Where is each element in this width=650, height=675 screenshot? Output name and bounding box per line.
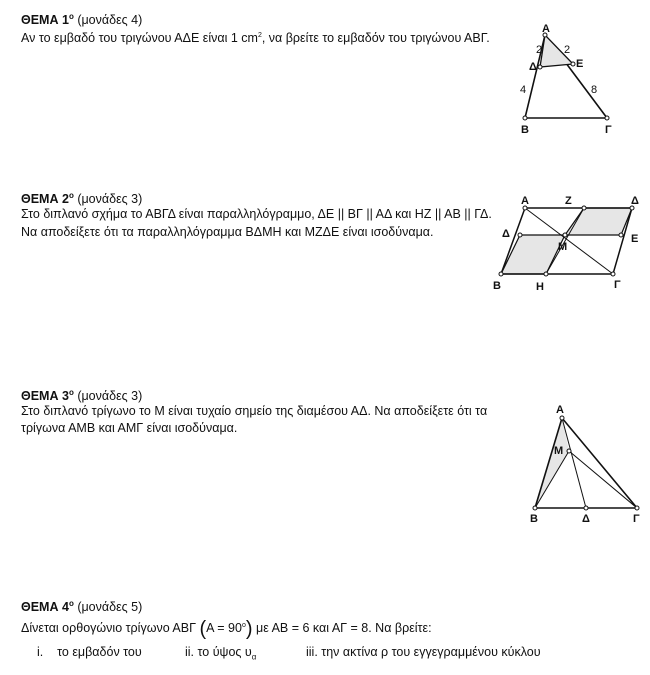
q3-label-g: Γ (633, 513, 640, 525)
q1-label-e: Ε (576, 58, 584, 70)
q4-item-i (37, 645, 142, 659)
q3-title: ΘΕΜΑ 3 (21, 389, 69, 404)
q2-figure (488, 190, 648, 295)
q4-text-a: Δίνεται ορθογώνιο τρίγωνο ΑΒΓ (21, 621, 196, 636)
q3-line1: Στο διπλανό τρίγωνο το Μ είναι τυχαίο σημείο της διαμέσου ΑΔ. Να αποδείξετε ότι τα (21, 404, 488, 418)
q1-label-b: Β (521, 124, 529, 136)
q2-label-m: Μ (558, 241, 568, 253)
q4-item-iii (306, 645, 541, 659)
q4-item-iii-text: την ακτίνα ρ του εγγεγραμμένου κύκλου (321, 645, 541, 659)
q2-label-g: Γ (614, 279, 621, 291)
q4-item-i-num: i. (37, 645, 44, 659)
q2-degree: ο (68, 191, 74, 200)
q4-item-ii-text: το ύψος υ (197, 645, 252, 659)
q4-heading (21, 599, 142, 614)
q2-line2: Να αποδείξετε ότι τα παραλληλόγραμμα ΒΔΜΗ και ΜΖΔΕ είναι ισοδύναμα. (21, 225, 434, 239)
q2-line1: Στο διπλανό σχήμα το ΑΒΓΔ είναι παραλληλόγραμμο, ΔΕ || ΒΓ || ΑΔ και ΗΖ || ΑΒ || ΓΔ. (21, 207, 492, 221)
q1-degree: ο (68, 12, 74, 21)
q4-item-ii-sub: α (251, 652, 257, 662)
q4-degree: ο (68, 599, 74, 608)
q3-line2: τρίγωνα ΑΜΒ και ΑΜΓ είναι ισοδύναμα. (21, 421, 238, 435)
q2-marks: (μονάδες 3) (77, 192, 143, 207)
q4-marks: (μονάδες 5) (77, 600, 143, 615)
q1-title: ΘΕΜΑ 1 (21, 13, 69, 28)
q1-len-db: 4 (520, 84, 527, 96)
q3-label-a: Α (556, 404, 564, 416)
q3-degree: ο (68, 388, 74, 397)
q1-text-a: Αν το εμβαδό του τριγώνου ΑΔΕ είναι 1 cm (21, 31, 258, 46)
q2-label-b: Β (493, 280, 501, 292)
q2-title: ΘΕΜΑ 2 (21, 192, 69, 207)
q4-angle: A = 90 (206, 621, 242, 636)
q4-angle-deg: ο (241, 622, 246, 629)
q4-text: Δίνεται ορθογώνιο τρίγωνο ΑΒΓ $(A = 90^o)$ με ΑΒ = 6 και ΑΓ = 8. Να βρείτε: (21, 618, 432, 641)
q1-label-a: Α (542, 23, 550, 35)
q4-item-iii-num: iii. (306, 645, 318, 659)
q3-heading (21, 388, 142, 403)
q3-label-d: Δ (582, 513, 590, 525)
q3-figure (520, 398, 650, 528)
q1-len-ad: 2 (536, 44, 543, 56)
q2-label-a: Α (521, 195, 529, 207)
q3-label-m: Μ (554, 445, 564, 457)
q1-label-d: Δ (529, 61, 537, 73)
q2-label-h: Η (536, 281, 544, 293)
q1-label-g: Γ (605, 124, 612, 136)
q1-text-b: , να βρείτε το εμβαδόν του τριγώνου ΑΒΓ. (261, 31, 490, 46)
q2-heading (21, 191, 142, 206)
q2-label-d-top: Δ (631, 195, 639, 207)
q4-item-ii (185, 645, 256, 662)
q4-item-i-text: το εμβαδόν του (57, 645, 142, 659)
triangle-amb (535, 418, 569, 508)
parallelogram-mzde (565, 208, 632, 235)
q4-text-b: με ΑΒ = 6 και ΑΓ = 8. Να βρείτε: (256, 621, 432, 636)
parallelogram-bdmh (501, 235, 568, 274)
q2-label-e: Ε (631, 233, 639, 245)
q4-title: ΘΕΜΑ 4 (21, 600, 69, 615)
q1-len-ae: 2 (564, 44, 571, 56)
q2-label-z: Ζ (565, 195, 572, 207)
q1-text-sup: 2 (257, 32, 262, 39)
q2-label-d-left: Δ (502, 228, 510, 240)
q1-marks: (μονάδες 4) (77, 13, 143, 28)
q3-marks: (μονάδες 3) (77, 389, 143, 404)
q1-len-eg: 8 (591, 84, 598, 96)
q1-figure (500, 15, 630, 140)
q1-heading (21, 12, 142, 27)
q1-text (21, 27, 490, 47)
q3-label-b: Β (530, 513, 538, 525)
q4-item-ii-num: ii. (185, 645, 195, 659)
